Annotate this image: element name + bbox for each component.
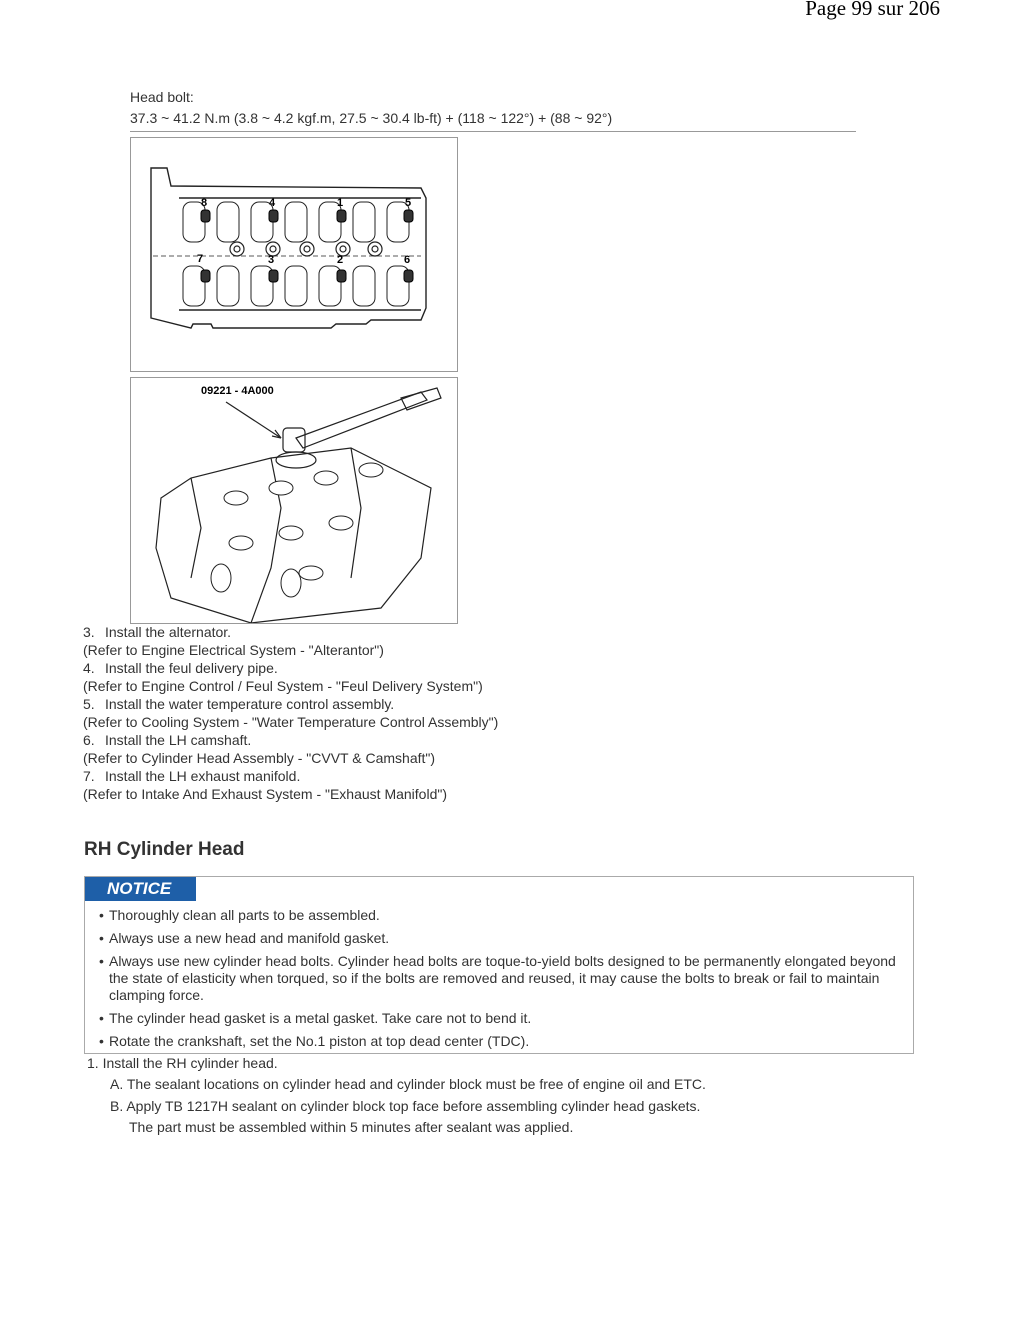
step-text: Install the water temperature control assembly.: [105, 696, 395, 712]
step-text: 1. Install the RH cylinder head.: [87, 1055, 278, 1071]
list-item: [83, 730, 498, 766]
step-text: Install the alternator.: [105, 624, 232, 640]
step-text: Install the feul delivery pipe.: [105, 660, 278, 676]
list-item: [83, 694, 498, 730]
tool-number-label: 09221 - 4A000: [201, 385, 274, 397]
bolt-number: 8: [201, 197, 208, 209]
angle-gauge-figure: [130, 377, 458, 624]
list-item: • Thoroughly clean all parts to be assembled.: [97, 907, 905, 924]
step-reference: (Refer to Engine Electrical System - "Alterantor"): [83, 642, 384, 658]
notice-list: [97, 907, 905, 1056]
step-reference: (Refer to Intake And Exhaust System - "Exhaust Manifold"): [83, 786, 447, 802]
step-reference: (Refer to Engine Control / Feul System - "Feul Delivery System"): [83, 678, 483, 694]
step-reference: (Refer to Cylinder Head Assembly - "CVVT & Camshaft"): [83, 750, 436, 766]
step-number: 3.: [83, 624, 95, 640]
list-item: • Always use new cylinder head bolts. Cylinder head bolts are toque-to-yield bolts designed to be permanently elongated beyond the state of elasticity when torqued, so if the bolts are removed and reused, it may cause the bolts to break or fail to maintain clamping force.: [97, 953, 905, 1004]
bolt-sequence-figure: [130, 137, 458, 372]
torque-spec: [130, 87, 856, 132]
list-item: [83, 766, 498, 802]
list-item: • Always use a new head and manifold gasket.: [97, 930, 905, 947]
list-item: • The cylinder head gasket is a metal gasket. Take care not to bend it.: [97, 1010, 905, 1027]
step-text: Install the LH camshaft.: [105, 732, 252, 748]
bolt-number: 3: [268, 254, 275, 266]
cylinder-head-drawing: [131, 138, 457, 371]
list-item: [83, 658, 498, 694]
bolt-number: 2: [337, 254, 344, 266]
step-text: Install the LH exhaust manifold.: [105, 768, 301, 784]
install-steps: [83, 622, 498, 802]
bolt-number: 7: [197, 253, 204, 265]
step-number: 6.: [83, 732, 95, 748]
bolt-number: 1: [337, 197, 344, 209]
page-number: Page 99 sur 206: [805, 0, 940, 20]
spec-value: 37.3 ~ 41.2 N.m (3.8 ~ 4.2 kgf.m, 27.5 ~ 30.4 lb-ft) + (118 ~ 122°) + (88 ~ 92°): [130, 108, 856, 132]
notice-tag: NOTICE: [85, 877, 196, 901]
list-item: [83, 622, 498, 658]
rh-install-steps: [87, 1053, 706, 1138]
substep-a: A. The sealant locations on cylinder head and cylinder block must be free of engine oil and ETC.: [110, 1076, 706, 1092]
spec-label: Head bolt:: [130, 89, 194, 105]
step-number: 4.: [83, 660, 95, 676]
bolt-number: 5: [405, 197, 412, 209]
section-heading: RH Cylinder Head: [84, 839, 245, 860]
engine-tool-drawing: [131, 378, 457, 623]
substep-b: B. Apply TB 1217H sealant on cylinder block top face before assembling cylinder head gaskets.: [110, 1098, 701, 1114]
notice-box: [84, 876, 914, 1054]
bolt-number: 4: [269, 197, 276, 209]
step-number: 7.: [83, 768, 95, 784]
substep-b-note: The part must be assembled within 5 minutes after sealant was applied.: [129, 1119, 574, 1135]
step-reference: (Refer to Cooling System - "Water Temperature Control Assembly"): [83, 714, 499, 730]
bolt-number: 6: [404, 254, 411, 266]
list-item: • Rotate the crankshaft, set the No.1 piston at top dead center (TDC).: [97, 1033, 905, 1050]
step-number: 5.: [83, 696, 95, 712]
